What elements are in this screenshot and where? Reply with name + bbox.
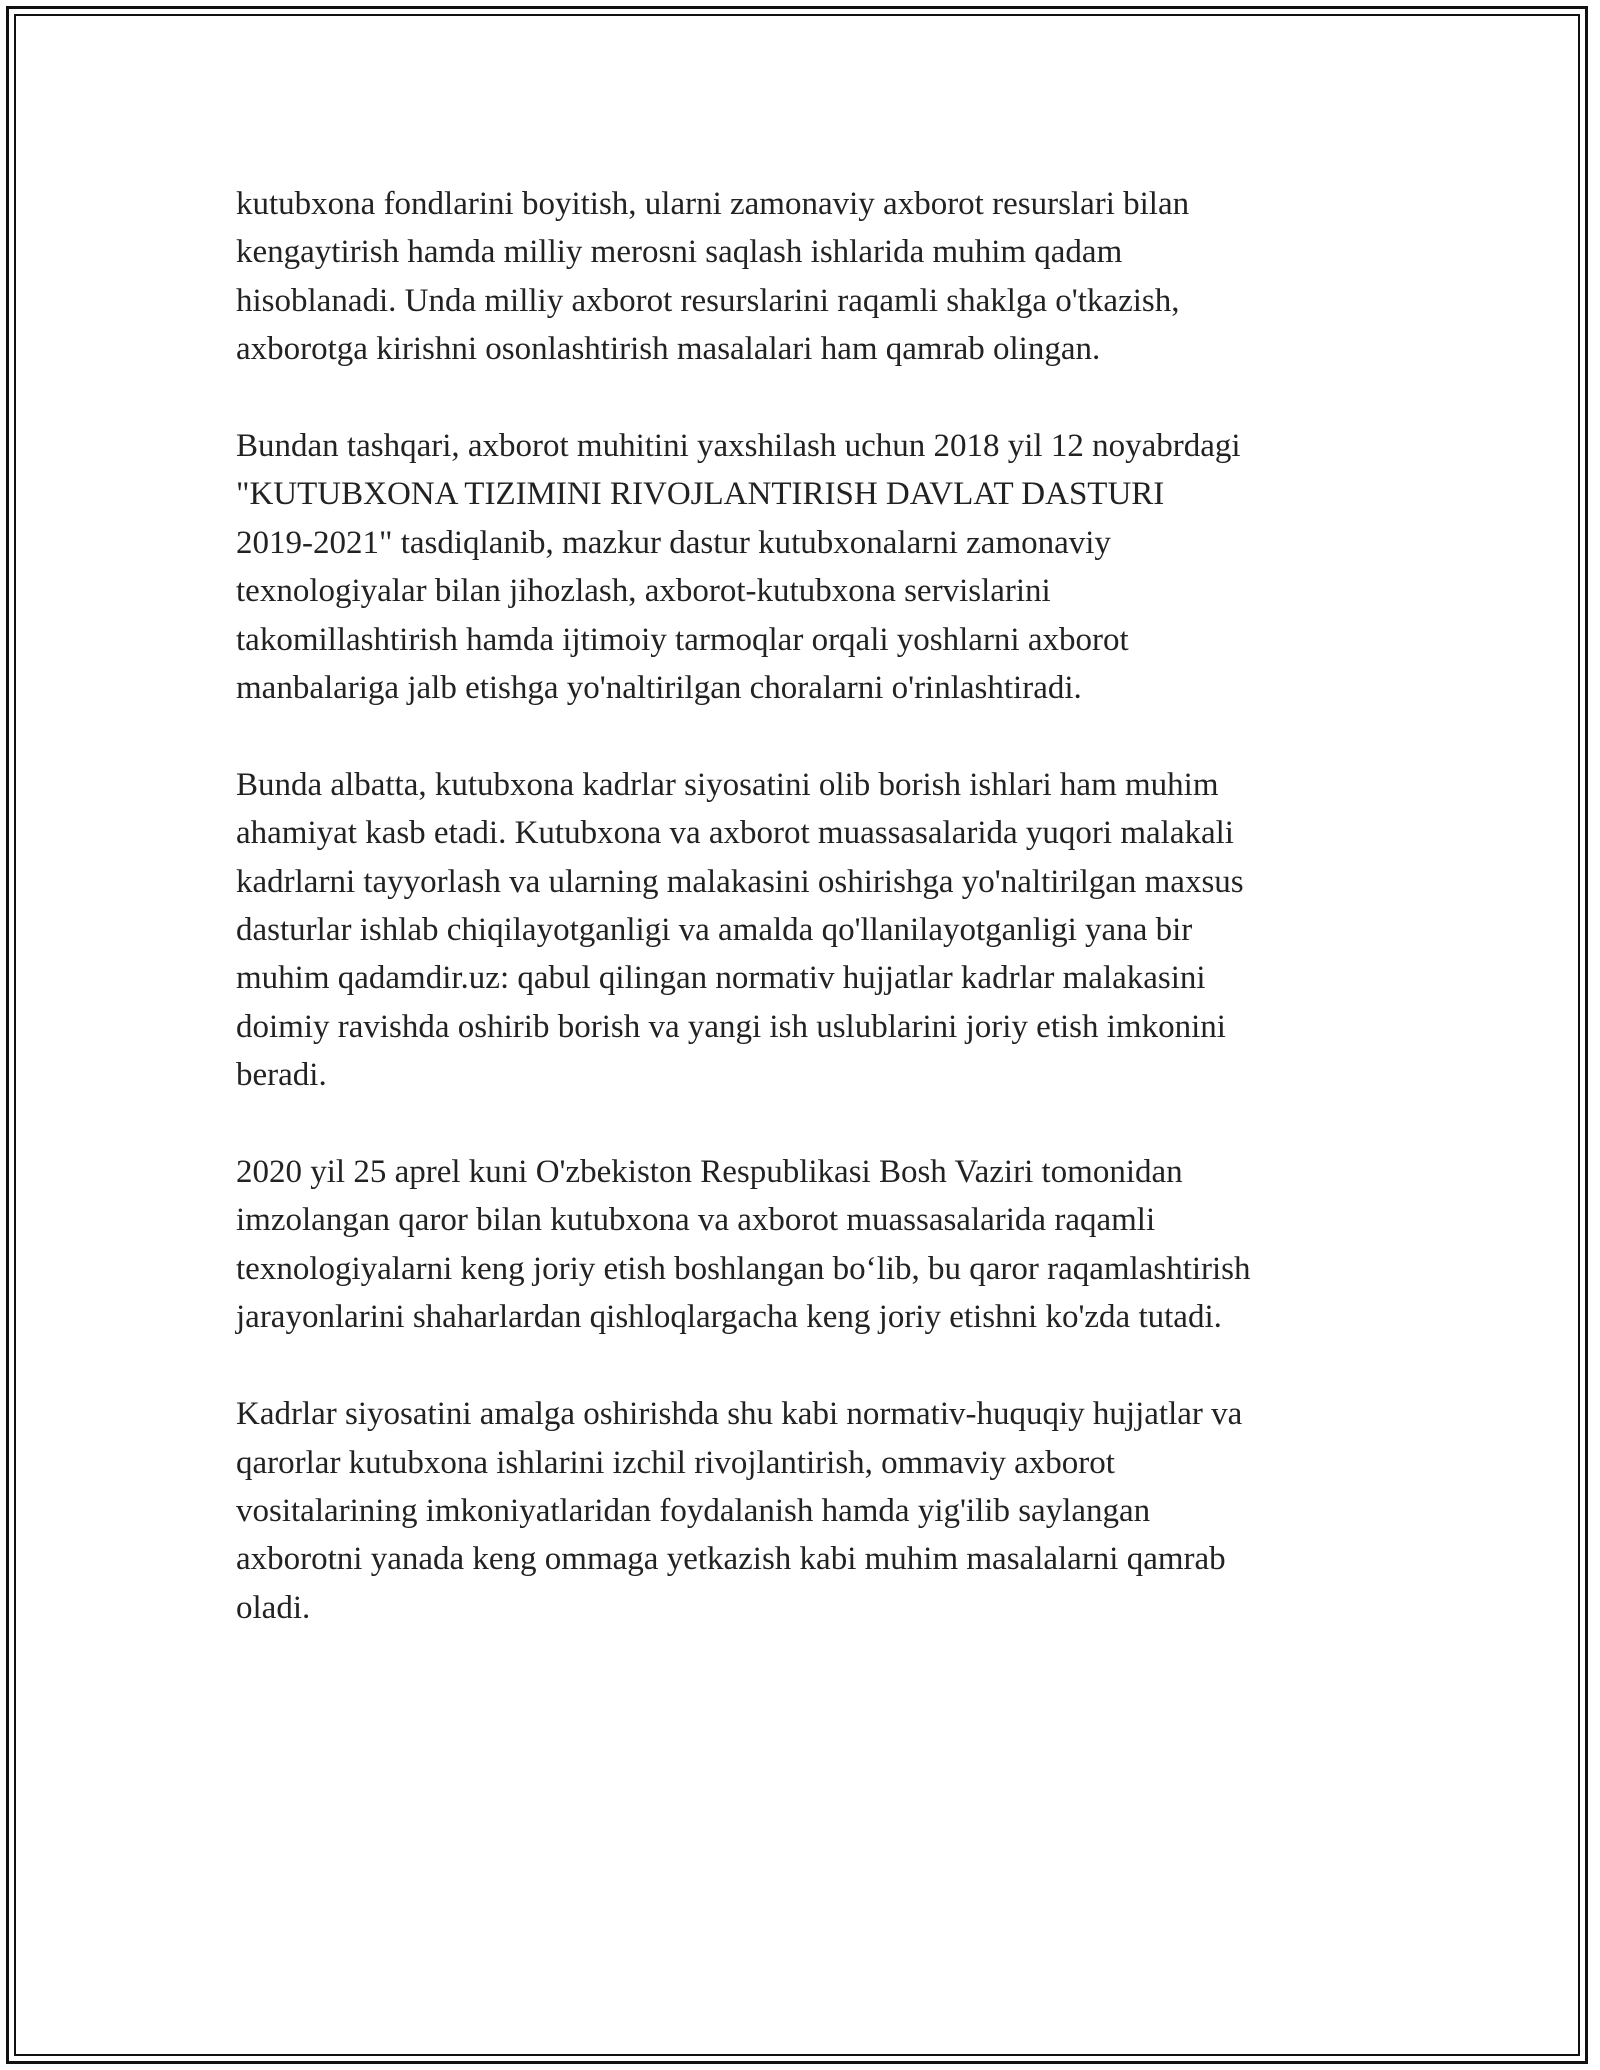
paragraph-personnel-policy: Bunda albatta, kutubxona kadrlar siyosatini olib borish ishlari ham muhim ahamiyat kasb etadi. Kutubxona va axborot muassasalarida yuqori malakali kadrlarni tayyorlash va ularning malakasini oshirishga yo'naltirilgan maxsus dasturlar ishlab chiqilayotganligi va amalda qo'llanilayotganligi yana bir muhim qadamdir.uz: qabul qilingan normativ hujjatlar kadrlar malakasini doimiy ravishda oshirib borish va yangi ish uslublarini joriy etish imkonini beradi. [236, 766, 1244, 1094]
paragraph-legal-documents: Kadrlar siyosatini amalga oshirishda shu kabi normativ-huquqiy hujjatlar va qarorlar kutubxona ishlarini izchil rivojlantirish, ommaviy axborot vositalarining imkoniyatlaridan foydalanish hamda yig'ilib saylangan axborotni yanada keng ommaga yetkazish kabi muhim masalalarni qamrab oladi. [236, 1396, 1243, 1626]
paragraph-library-funds: kutubxona fondlarini boyitish, ularni zamonaviy axborot resurslari bilan kengaytirish hamda milliy merosni saqlash ishlarida muhim qadam hisoblanadi. Unda milliy axborot resurslarini raqamli shaklga o'tkazish, axborotga kirishni osonlashtirish masalalari ham qamrab olingan. [236, 186, 1190, 368]
paragraph-government-decree: 2020 yil 25 aprel kuni O'zbekiston Respublikasi Bosh Vaziri tomonidan imzolangan qaror bilan kutubxona va axborot muassasalarida raqamli texnologiyalarni keng joriy etish boshlangan bo‘lib, bu qaror raqamlashtirish jarayonlarini shaharlardan qishloqlargacha keng joriy etishni ko'zda tutadi. [236, 1154, 1251, 1336]
paragraph-state-program: Bundan tashqari, axborot muhitini yaxshilash uchun 2018 yil 12 noyabrdagi "KUTUBXONA TIZIMINI RIVOJLANTIRISH DAVLAT DASTURI 2019-2021" tasdiqlanib, mazkur dastur kutubxonalarni zamonaviy texnologiyalar bilan jihozlash, axborot-kutubxona servislarini takomillashtirish hamda ijtimoiy tarmoqlar orqali yoshlarni axborot manbalariga jalb etishga yo'naltirilgan choralarni o'rinlashtiradi. [236, 428, 1241, 707]
document-body [236, 180, 1376, 1681]
